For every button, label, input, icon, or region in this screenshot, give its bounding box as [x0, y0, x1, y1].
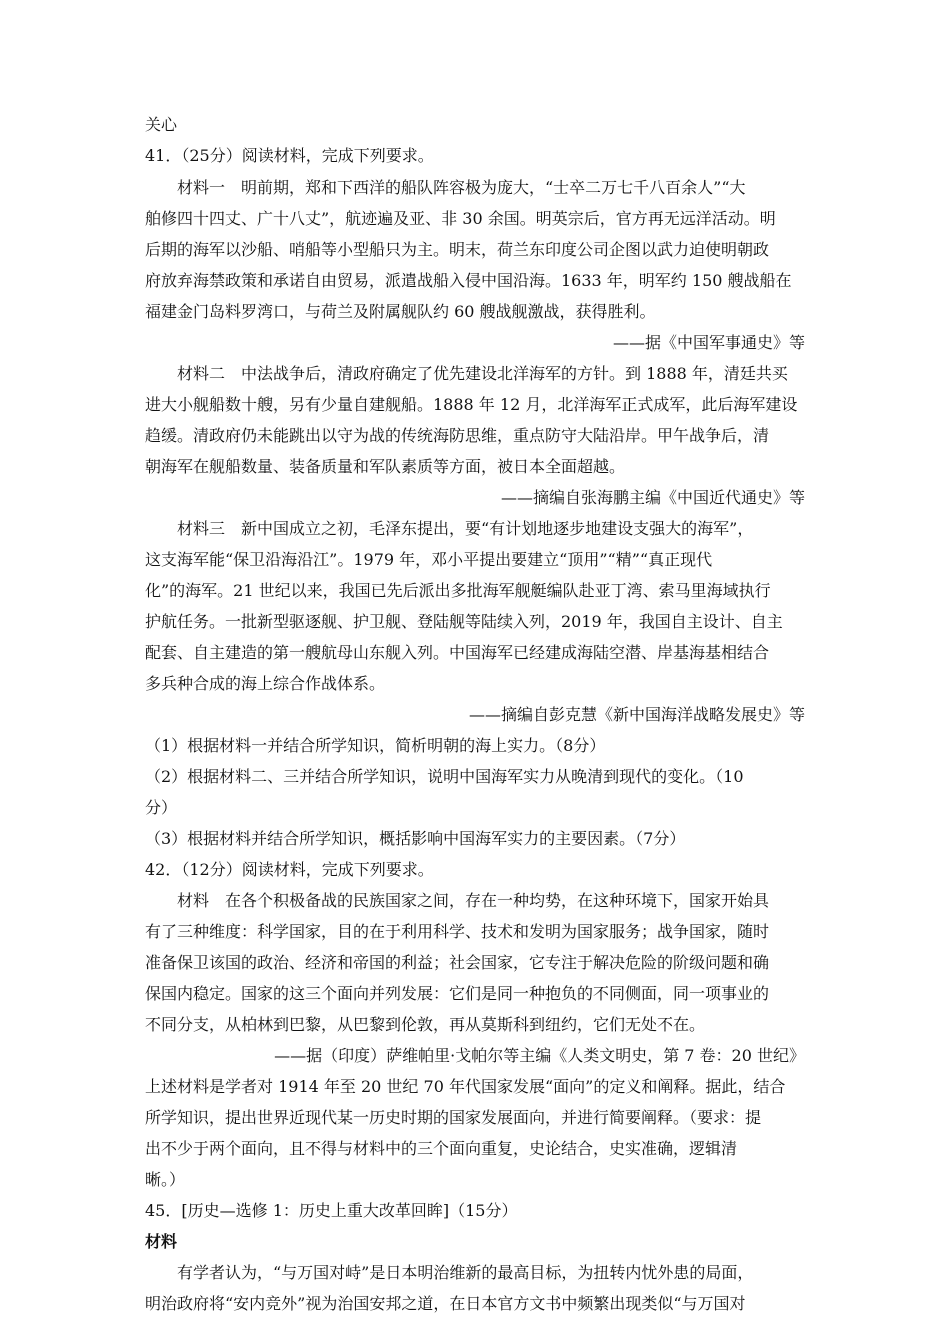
text-line: 出不少于两个面向，且不得与材料中的三个面向重复，史论结合，史实准确，逻辑清 [145, 1139, 738, 1158]
question-41-heading: 41．（25分）阅读材料，完成下列要求。 [145, 146, 434, 165]
text-line: 关心 [145, 115, 178, 134]
text-line: 明治政府将“安内竞外”视为治国安邦之道，在日本官方文书中频繁出现类似“与万国对 [145, 1294, 746, 1313]
sub-question: （2）根据材料二、三并结合所学知识，说明中国海军实力从晚清到现代的变化。（10 [145, 767, 744, 786]
text-line: 护航任务。一批新型驱逐舰、护卫舰、登陆舰等陆续入列，2019 年，我国自主设计、自主 [145, 612, 783, 631]
text-line: 有了三种维度：科学国家，目的在于利用科学、技术和发明为国家服务；战争国家，随时 [145, 922, 770, 941]
text-line: 材料二 中法战争后，清政府确定了优先建设北洋海军的方针。到 1888 年，清廷共买 [177, 364, 788, 383]
question-45-heading: 45．[历史—选修 1：历史上重大改革回眸]（15分） [145, 1201, 518, 1220]
text-line: 所学知识，提出世界近现代某一历史时期的国家发展面向，并进行简要阐释。（要求：提 [145, 1108, 762, 1127]
source-citation: ——据《中国军事通史》等 [612, 333, 805, 352]
material-label: 材料 [145, 1232, 178, 1251]
text-line: 进大小舰船数十艘，另有少量自建舰船。1888 年 12 月，北洋海军正式成军，此后海军建设 [145, 395, 798, 414]
text-line: 多兵种合成的海上综合作战体系。 [145, 674, 386, 693]
text-line: 化”的海军。21 世纪以来，我国已先后派出多批海军舰艇编队赴亚丁湾、索马里海域执行 [145, 581, 771, 600]
sub-question: （3）根据材料并结合所学知识，概括影响中国海军实力的主要因素。（7分） [145, 829, 686, 848]
text-line: 上述材料是学者对 1914 年至 20 世纪 70 年代国家发展“面向”的定义和阐释。据此，结合 [145, 1077, 786, 1096]
text-line: 保国内稳定。国家的这三个面向并列发展：它们是同一种抱负的不同侧面，同一项事业的 [145, 984, 770, 1003]
sub-question: （1）根据材料一并结合所学知识，简析明朝的海上实力。（8分） [145, 736, 606, 755]
text-line: 朝海军在舰船数量、装备质量和军队素质等方面，被日本全面超越。 [145, 457, 626, 476]
text-line: 舶修四十四丈、广十八丈”，航迹遍及亚、非 30 余国。明英宗后，官方再无远洋活动。明 [145, 209, 776, 228]
text-line: 趋缓。清政府仍未能跳出以守为战的传统海防思维，重点防守大陆沿岸。甲午战争后，清 [145, 426, 770, 445]
text-line: 有学者认为，“与万国对峙”是日本明治维新的最高目标，为扭转内忧外患的局面， [177, 1263, 754, 1282]
text-line: 不同分支，从柏林到巴黎，从巴黎到伦敦，再从莫斯科到纽约，它们无处不在。 [145, 1015, 706, 1034]
text-line: 配套、自主建造的第一艘航母山东舰入列。中国海军已经建成海陆空潜、岸基海基相结合 [145, 643, 770, 662]
text-line: 这支海军能“保卫沿海沿江”。1979 年，邓小平提出要建立“顶用”“精”“真正现代 [145, 550, 713, 569]
text-line: 府放弃海禁政策和承诺自由贸易，派遣战船入侵中国沿海。1633 年，明军约 150 艘战船在 [145, 271, 792, 290]
text-line: 材料三 新中国成立之初，毛泽东提出，要“有计划地逐步地建设支强大的海军”， [177, 519, 754, 538]
source-citation: ——摘编自彭克慧《新中国海洋战略发展史》等 [468, 705, 805, 724]
source-citation: ——摘编自张海鹏主编《中国近代通史》等 [500, 488, 805, 507]
text-line: 后期的海军以沙船、哨船等小型船只为主。明末，荷兰东印度公司企图以武力迫使明朝政 [145, 240, 770, 259]
text-line: 材料一 明前期，郑和下西洋的船队阵容极为庞大，“士卒二万七千八百余人”“大 [177, 178, 746, 197]
text-line: 材料 在各个积极备战的民族国家之间，存在一种均势，在这种环境下，国家开始具 [177, 891, 770, 910]
source-citation: ——据（印度）萨维帕里·戈帕尔等主编《人类文明史，第 7 卷：20 世纪》 [274, 1046, 805, 1065]
text-line: 福建金门岛料罗湾口，与荷兰及附属舰队约 60 艘战舰激战，获得胜利。 [145, 302, 656, 321]
question-42-heading: 42．（12分）阅读材料，完成下列要求。 [145, 860, 434, 879]
text-line: 晰。） [145, 1170, 186, 1189]
text-line: 分） [145, 798, 178, 817]
text-line: 准备保卫该国的政治、经济和帝国的利益；社会国家，它专注于解决危险的阶级问题和确 [145, 953, 770, 972]
